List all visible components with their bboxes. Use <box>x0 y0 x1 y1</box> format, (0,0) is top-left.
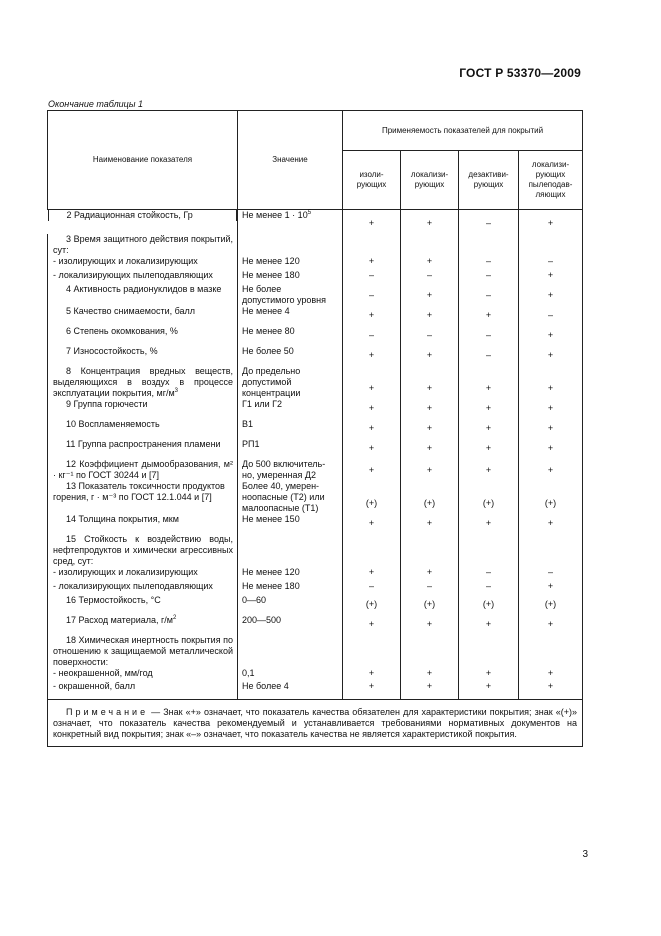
mark-cell: + <box>519 284 583 306</box>
mark-cell: – <box>343 326 401 346</box>
indicator-name: - окрашенной, балл <box>48 681 238 700</box>
table-row <box>48 635 583 668</box>
mark-cell: + <box>519 270 583 284</box>
subcolumn-decontaminating: дезактиви- рующих <box>459 151 519 210</box>
mark-cell <box>343 635 401 668</box>
table-row <box>48 481 583 514</box>
table-row <box>48 595 583 615</box>
mark-cell: + <box>401 439 459 459</box>
mark-cell: + <box>401 514 459 534</box>
mark-cell: + <box>343 419 401 439</box>
mark-cell: + <box>343 256 401 270</box>
mark-cell <box>519 534 583 567</box>
table-row <box>48 306 583 326</box>
mark-cell: – <box>343 284 401 306</box>
mark-cell <box>519 635 583 668</box>
mark-cell: + <box>401 366 459 399</box>
mark-cell: + <box>519 399 583 419</box>
mark-cell: (+) <box>343 481 401 514</box>
indicator-name: 16 Термостойкость, °С <box>48 595 238 615</box>
mark-cell: + <box>459 459 519 481</box>
mark-cell: + <box>343 514 401 534</box>
mark-cell: + <box>459 668 519 681</box>
mark-cell <box>343 234 401 256</box>
mark-cell <box>459 234 519 256</box>
mark-cell <box>401 234 459 256</box>
mark-cell: + <box>401 668 459 681</box>
indicator-value: Не менее 180 <box>238 270 343 284</box>
mark-cell: – <box>459 270 519 284</box>
mark-cell: (+) <box>459 481 519 514</box>
mark-cell <box>519 234 583 256</box>
mark-cell: + <box>459 366 519 399</box>
mark-cell: + <box>401 399 459 419</box>
mark-cell <box>343 534 401 567</box>
mark-cell: – <box>343 270 401 284</box>
indicator-name: 8 Концентрация вредных веществ, выделяющихся в воздух в процессе эксплуатации покрытия, $мг/м^3$ <box>48 366 238 399</box>
indicator-value: Не менее 150 <box>238 514 343 534</box>
mark-cell: – <box>459 284 519 306</box>
indicator-name: 18 Химическая инертность покрытия по отношению к защищаемой металлической поверхности: <box>48 635 238 668</box>
table-note-row <box>48 700 583 747</box>
table-row <box>48 234 583 256</box>
indicator-value: Более 40, умерен- ноопасные (Т2) или малоопасные (Т1) <box>238 481 343 514</box>
mark-cell: – <box>459 581 519 595</box>
table-row <box>48 567 583 581</box>
mark-cell: + <box>401 306 459 326</box>
mark-cell: + <box>343 668 401 681</box>
indicator-value <box>238 234 343 256</box>
column-header-applicability: Применяемость показателей для покрытий <box>343 111 583 151</box>
mark-cell: – <box>401 326 459 346</box>
mark-cell: + <box>401 210 459 235</box>
mark-cell: (+) <box>519 481 583 514</box>
indicator-name: - локализирующих пылеподавляющих <box>48 581 238 595</box>
mark-cell: + <box>343 439 401 459</box>
indicator-name: 11 Группа распространения пламени <box>48 439 238 459</box>
indicator-name: 13 Показатель токсичности продуктов горения, г · м⁻³ по ГОСТ 12.1.044 и [7] <box>48 481 238 514</box>
indicator-name: - локализирующих пылеподавляющих <box>48 270 238 284</box>
table-row <box>48 681 583 700</box>
mark-cell: + <box>401 284 459 306</box>
mark-cell: + <box>401 256 459 270</box>
table-caption: Окончание таблицы 1 <box>48 99 143 109</box>
mark-cell: + <box>343 681 401 700</box>
table-row <box>48 270 583 284</box>
indicator-value: Не менее 120 <box>238 567 343 581</box>
mark-cell: – <box>343 581 401 595</box>
indicator-value: РП1 <box>238 439 343 459</box>
mark-cell: – <box>519 567 583 581</box>
indicator-value: Не менее 4 <box>238 306 343 326</box>
mark-cell: + <box>519 615 583 635</box>
mark-cell: + <box>401 567 459 581</box>
table-row <box>48 210 583 235</box>
table-note <box>48 700 583 747</box>
indicator-name: 17 Расход материала, $г/м^2$ <box>48 615 238 635</box>
column-header-value: Значение <box>238 111 343 210</box>
table-row <box>48 668 583 681</box>
mark-cell: + <box>519 419 583 439</box>
indicator-value: Не более 50 <box>238 346 343 366</box>
indicator-name: 10 Воспламеняемость <box>48 419 238 439</box>
mark-cell: + <box>343 459 401 481</box>
indicator-name: 4 Активность радионуклидов в мазке <box>48 284 238 306</box>
indicator-name: 15 Стойкость к воздействию воды, нефтепродуктов и химически агрессивных сред, сут: <box>48 534 238 567</box>
mark-cell: + <box>459 439 519 459</box>
mark-cell: + <box>401 419 459 439</box>
mark-cell: (+) <box>459 595 519 615</box>
indicator-value: Г1 или Г2 <box>238 399 343 419</box>
mark-cell: – <box>459 567 519 581</box>
indicator-value <box>238 635 343 668</box>
table-row <box>48 346 583 366</box>
note-label: Примечание <box>66 707 149 717</box>
subcolumn-dust-suppressing: локализи- рующих пылеподав- ляющих <box>519 151 583 210</box>
indicator-name: - неокрашенной, мм/год <box>48 668 238 681</box>
mark-cell: + <box>519 668 583 681</box>
indicator-name: 7 Износостойкость, % <box>48 346 238 366</box>
mark-cell: – <box>459 210 519 235</box>
indicator-value: Не менее $1 \cdot 10^5$ <box>238 210 343 235</box>
table-row <box>48 439 583 459</box>
mark-cell: + <box>519 366 583 399</box>
mark-cell: (+) <box>401 595 459 615</box>
mark-cell: + <box>519 346 583 366</box>
mark-cell: + <box>459 306 519 326</box>
mark-cell: – <box>519 306 583 326</box>
indicator-value <box>238 534 343 567</box>
indicator-value: Не более 4 <box>238 681 343 700</box>
indicator-value: До предельно допустимой концентрации <box>238 366 343 399</box>
mark-cell: + <box>519 514 583 534</box>
table-row <box>48 399 583 419</box>
table-row <box>48 256 583 270</box>
note-text: — Знак «+» означает, что показатель качества обязателен для характеристики покрытия; знак «(+)» означает, что показатель качества рекомендуемый и устанавливается требованиями нормативных документов на конкретный вид покрытия; знак «–» означает, что показатель качества не является характеристикой покрытия. <box>53 707 577 739</box>
mark-cell: + <box>343 567 401 581</box>
mark-cell: – <box>459 346 519 366</box>
indicator-value: До 500 включитель- но, умеренная Д2 <box>238 459 343 481</box>
mark-cell <box>459 635 519 668</box>
table-row <box>48 366 583 399</box>
indicator-value: 200—500 <box>238 615 343 635</box>
indicator-name: 12 Коэффициент дымообразования, м² · кг⁻¹ по ГОСТ 30244 и [7] <box>48 459 238 481</box>
indicator-value: В1 <box>238 419 343 439</box>
indicator-value: 0,1 <box>238 668 343 681</box>
page-number: 3 <box>582 849 588 860</box>
mark-cell: + <box>519 439 583 459</box>
mark-cell: – <box>401 270 459 284</box>
table-row <box>48 514 583 534</box>
table-row <box>48 284 583 306</box>
subcolumn-insulating: изоли- рующих <box>343 151 401 210</box>
mark-cell: (+) <box>343 595 401 615</box>
indicator-name: 5 Качество снимаемости, балл <box>48 306 238 326</box>
mark-cell: + <box>343 366 401 399</box>
table-row <box>48 459 583 481</box>
mark-cell: – <box>519 256 583 270</box>
table-row <box>48 419 583 439</box>
mark-cell: + <box>519 681 583 700</box>
mark-cell: + <box>343 399 401 419</box>
mark-cell: + <box>343 346 401 366</box>
mark-cell: + <box>401 615 459 635</box>
indicator-name: - изолирующих и локализирующих <box>48 567 238 581</box>
mark-cell: – <box>401 581 459 595</box>
mark-cell: + <box>459 419 519 439</box>
mark-cell: + <box>401 459 459 481</box>
mark-cell: + <box>459 514 519 534</box>
indicator-value: Не менее 120 <box>238 256 343 270</box>
indicator-name: 14 Толщина покрытия, мкм <box>48 514 238 534</box>
mark-cell: + <box>343 210 401 235</box>
mark-cell: + <box>401 346 459 366</box>
table-row <box>48 615 583 635</box>
mark-cell: – <box>459 256 519 270</box>
indicator-name: 3 Время защитного действия покрытий, сут: <box>48 234 238 256</box>
mark-cell: + <box>343 615 401 635</box>
indicator-value: Не менее 180 <box>238 581 343 595</box>
indicators-table <box>47 110 583 747</box>
mark-cell: + <box>519 581 583 595</box>
table-row <box>48 581 583 595</box>
indicator-value: Не более допустимого уровня <box>238 284 343 306</box>
indicator-name: 9 Группа горючести <box>48 399 238 419</box>
mark-cell <box>401 635 459 668</box>
indicator-name: - изолирующих и локализирующих <box>48 256 238 270</box>
mark-cell: + <box>401 681 459 700</box>
mark-cell: + <box>519 210 583 235</box>
mark-cell: + <box>459 615 519 635</box>
mark-cell <box>401 534 459 567</box>
table-row <box>48 326 583 346</box>
subcolumn-localizing: локализи- рующих <box>401 151 459 210</box>
mark-cell: + <box>519 326 583 346</box>
table-row <box>48 534 583 567</box>
mark-cell: + <box>343 306 401 326</box>
indicator-value: Не менее 80 <box>238 326 343 346</box>
column-header-name: Наименование показателя <box>48 111 238 210</box>
mark-cell: + <box>519 459 583 481</box>
standard-code: ГОСТ Р 53370—2009 <box>459 66 581 80</box>
mark-cell: (+) <box>519 595 583 615</box>
mark-cell: + <box>459 681 519 700</box>
indicator-name: 2 Радиационная стойкость, Гр <box>48 210 238 221</box>
indicator-name: 6 Степень окомкования, % <box>48 326 238 346</box>
mark-cell <box>459 534 519 567</box>
mark-cell: – <box>459 326 519 346</box>
mark-cell: (+) <box>401 481 459 514</box>
indicator-value: 0—60 <box>238 595 343 615</box>
mark-cell: + <box>459 399 519 419</box>
